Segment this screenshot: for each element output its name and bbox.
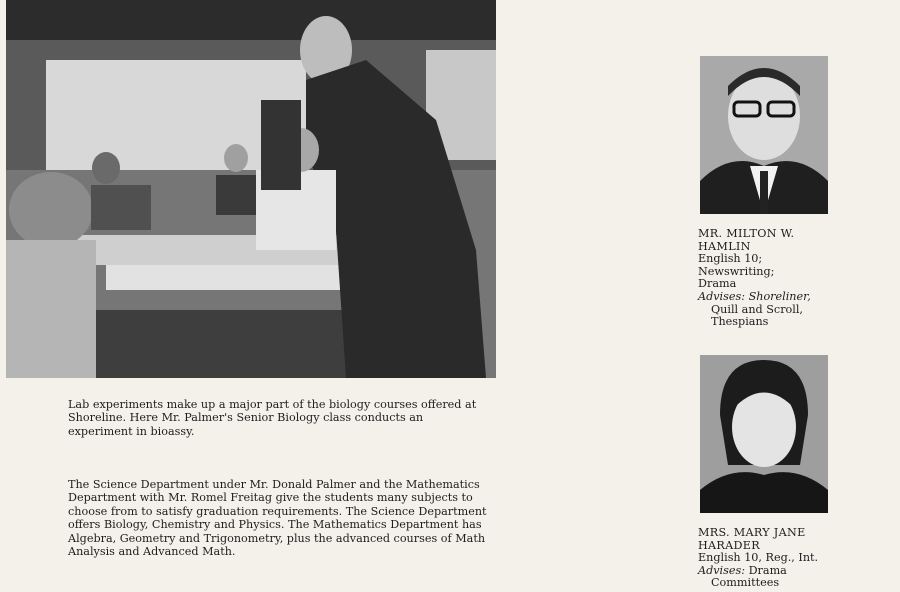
advises-item: Committees: [711, 576, 780, 590]
department-description: The Science Department under Mr. Donald Palmer and the Mathematics Department with Mr. Romel Freitag give the students many subjects to choose from to satisfy graduation requirements. The Science Department offers Biology, Chemistry and Physics. The Mathematics Department has Algebra, Geometry and Trigonometry, plus the advanced courses of Math Analysis and Advanced Math.: [68, 478, 487, 559]
name-line: HAMLIN: [698, 239, 751, 253]
portrait-hamlin: [700, 56, 828, 214]
subject-line: English 10, Reg., Int.: [698, 551, 819, 565]
advises-item: Thespians: [711, 315, 769, 329]
portrait-harader: [700, 355, 828, 513]
advises-item: Shoreliner,: [748, 289, 811, 303]
subject-line: English 10;: [698, 252, 763, 266]
faculty-entry-hamlin: [698, 228, 888, 329]
classroom-lab-photo: [6, 0, 496, 378]
faculty-name: [698, 527, 888, 552]
name-line: MRS. MARY JANE: [698, 526, 806, 539]
photo-caption: Lab experiments make up a major part of the biology courses offered at Shoreline. Here Mr. Palmer's Senior Biology class conducts an experiment in bioassy.: [68, 398, 477, 438]
faculty-name: [698, 228, 888, 253]
advises-item: Quill and Scroll,: [711, 302, 803, 316]
name-line: HARADER: [698, 538, 760, 552]
faculty-entry-harader: [698, 527, 888, 590]
advises-label: Advises:: [698, 289, 746, 303]
subject-line: Drama: [698, 277, 737, 291]
name-line: MR. MILTON W.: [698, 227, 795, 240]
advises-item: Drama: [748, 563, 787, 577]
advises-label: Advises:: [698, 563, 746, 577]
advises-line: [698, 291, 888, 304]
subject-line: Newswriting;: [698, 264, 775, 278]
